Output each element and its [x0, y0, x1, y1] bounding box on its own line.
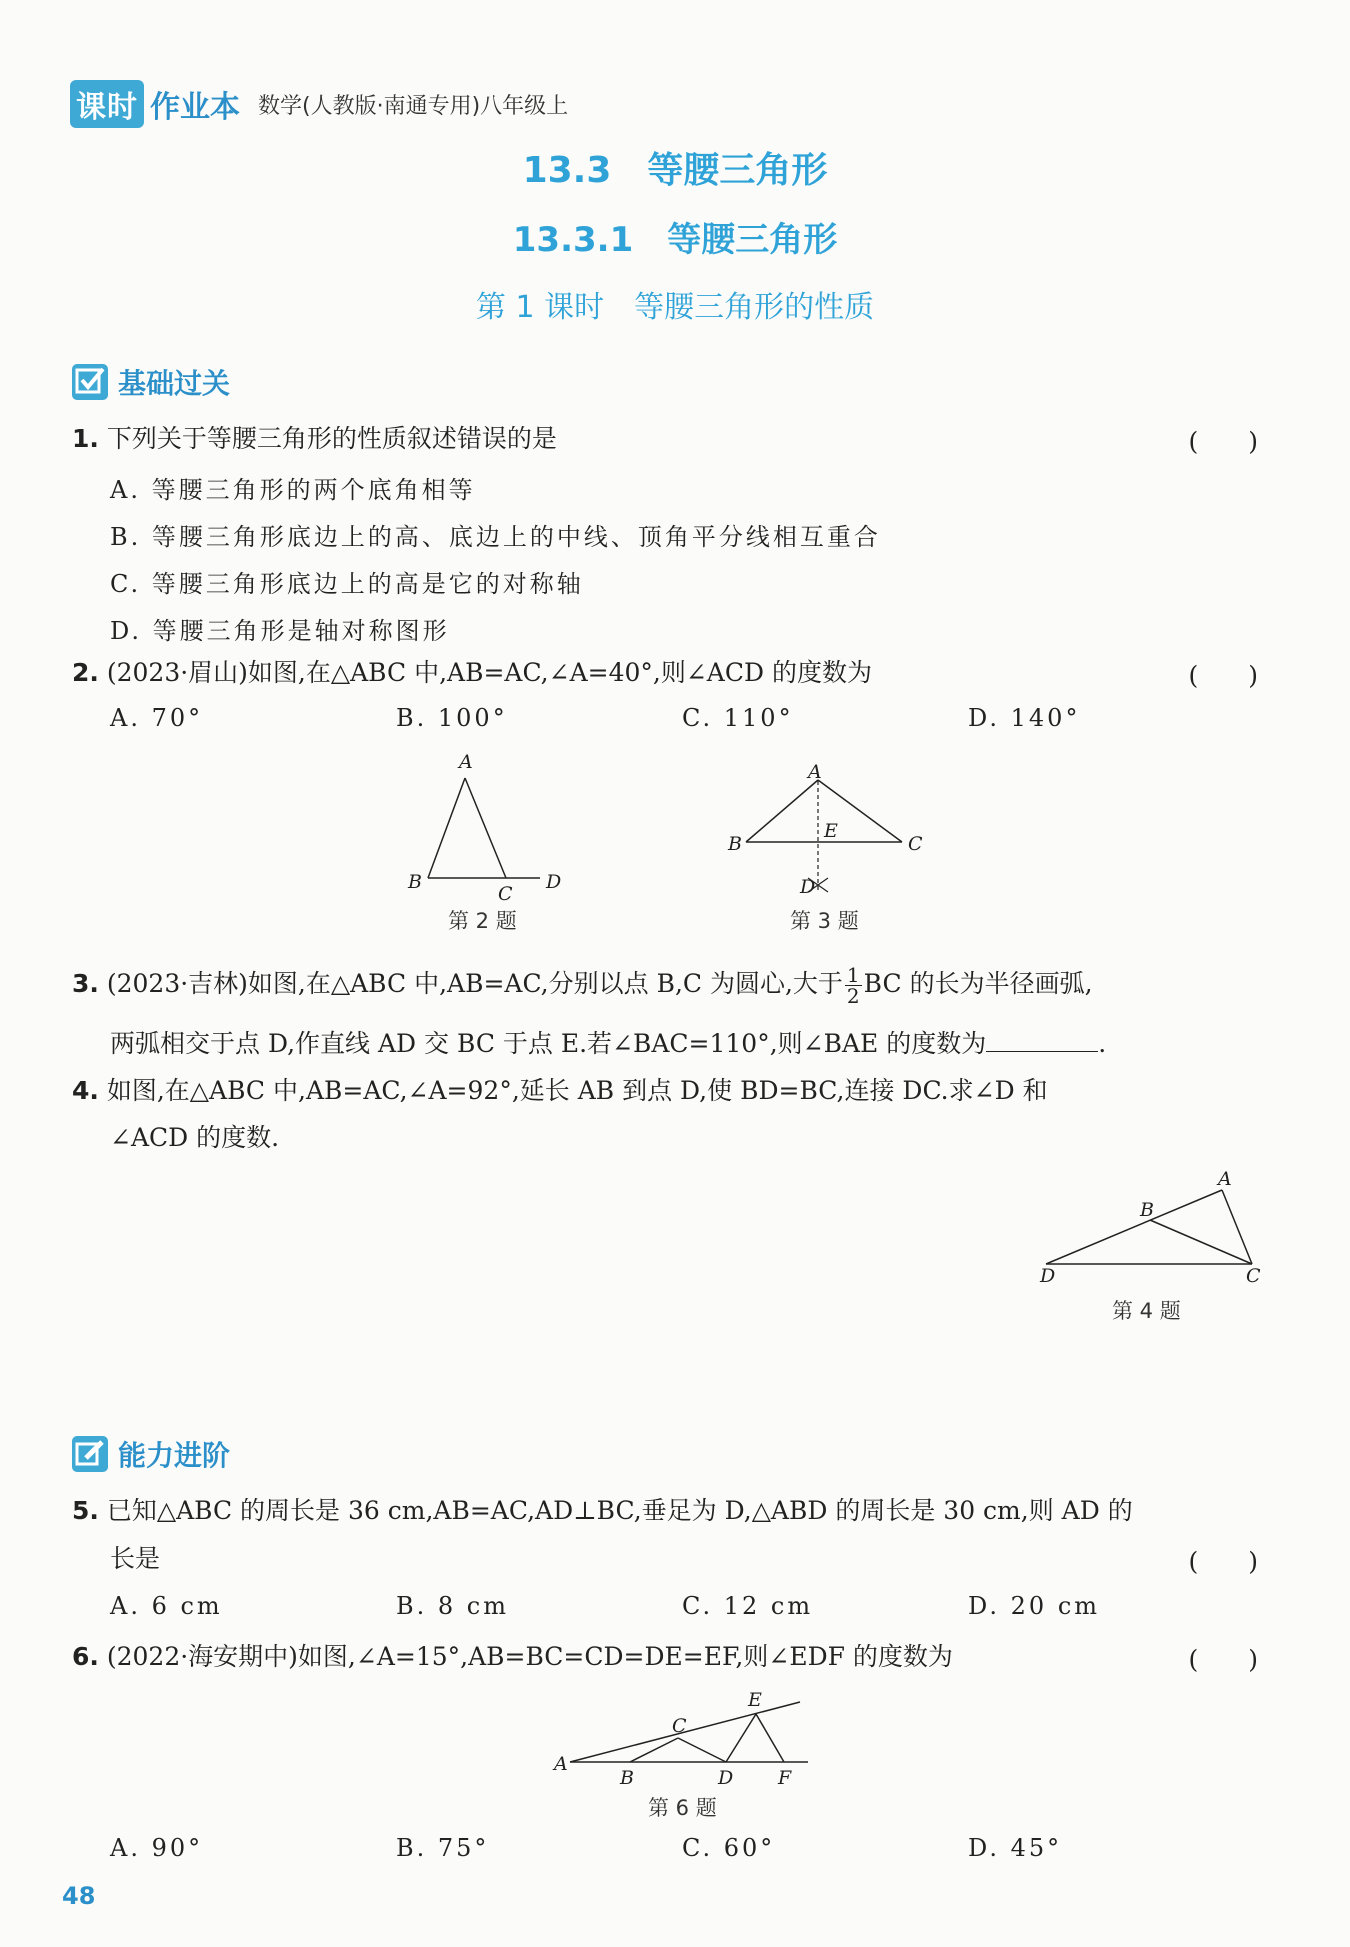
line-ad	[1046, 1190, 1222, 1264]
line-ac	[465, 778, 506, 878]
figure-q4	[1030, 1160, 1270, 1290]
label-c: C	[1246, 1265, 1261, 1287]
option-a: A. 90°	[110, 1834, 204, 1862]
label-d: D	[546, 871, 562, 893]
figure-caption: 第 6 题	[648, 1796, 717, 1820]
question-1	[72, 422, 557, 456]
answer-blank[interactable]	[986, 1029, 1098, 1052]
question-text: 下列关于等腰三角形的性质叙述错误的是	[106, 424, 557, 453]
lesson-title: 第 1 课时 等腰三角形的性质	[475, 290, 875, 325]
question-number: 6.	[72, 1642, 99, 1671]
label-a: A	[808, 761, 822, 783]
label-f: F	[778, 1767, 792, 1789]
option-d: D. 45°	[968, 1834, 1063, 1862]
question-2	[72, 656, 872, 690]
label-d: D	[1040, 1265, 1056, 1287]
answer-paren: ( )	[1188, 661, 1258, 690]
question-text: (2022·海安期中)如图,∠A=15°,AB=BC=CD=DE=EF,则∠EDF 的度数为	[106, 1642, 953, 1671]
label-c: C	[908, 833, 923, 855]
page-number: 48	[62, 1882, 96, 1910]
option-a: A. 70°	[110, 704, 204, 732]
subsection-title: 13.3.1 等腰三角形	[512, 220, 838, 260]
label-b: B	[728, 833, 742, 855]
figure-q3	[720, 760, 940, 900]
figure-caption: 第 4 题	[1112, 1299, 1181, 1323]
book-header	[70, 80, 568, 128]
question-text: 已知△ABC 的周长是 36 cm,AB=AC,AD⊥BC,垂足为 D,△ABD 的周长是 30 cm,则 AD 的	[106, 1496, 1133, 1525]
question-number: 3.	[72, 969, 99, 998]
brand-name: 作业本	[150, 90, 240, 125]
question-5-line2: 长是	[110, 1544, 161, 1573]
label-e: E	[824, 820, 838, 842]
line-ab	[428, 778, 465, 878]
question-6	[72, 1640, 953, 1674]
question-5	[72, 1494, 1133, 1528]
answer-paren: ( )	[1188, 1547, 1258, 1576]
subject-label: 数学(人教版·南通专用)八年级上	[258, 93, 569, 119]
question-text: (2023·吉林)如图,在△ABC 中,AB=AC,分别以点 B,C 为圆心,大于	[106, 969, 843, 998]
section-basic-header	[72, 362, 230, 402]
pencil-icon	[72, 1436, 108, 1472]
question-number: 5.	[72, 1496, 99, 1525]
label-b: B	[1140, 1199, 1154, 1221]
fraction-numerator: 1	[846, 963, 860, 987]
figure-caption: 第 2 题	[448, 909, 517, 933]
option-d: D. 140°	[968, 704, 1081, 732]
section-basic-label: 基础过关	[118, 367, 231, 400]
figure-caption: 第 3 题	[790, 909, 859, 933]
checkbox-icon	[72, 364, 108, 400]
section-advanced-label: 能力进阶	[118, 1439, 231, 1472]
label-b: B	[620, 1767, 634, 1789]
label-d: D	[800, 876, 816, 898]
question-text: 如图,在△ABC 中,AB=AC,∠A=92°,延长 AB 到点 D,使 BD=BC,连接 DC.求∠D 和	[106, 1076, 1048, 1105]
label-a: A	[554, 1753, 568, 1775]
label-c: C	[498, 883, 513, 905]
fraction-denominator: 2	[846, 984, 860, 1008]
label-a: A	[459, 751, 473, 773]
question-number: 1.	[72, 424, 99, 453]
figure-q2	[400, 748, 580, 908]
line-de	[726, 1714, 756, 1762]
option-b: B. 75°	[396, 1834, 490, 1862]
question-number: 2.	[72, 658, 99, 687]
section-advanced-header	[72, 1434, 230, 1474]
option-d: D. 20 cm	[968, 1592, 1101, 1620]
fraction	[845, 965, 862, 1006]
question-3	[72, 965, 1093, 1006]
option-b: B. 100°	[396, 704, 508, 732]
option-d: D. 等腰三角形是轴对称图形	[110, 617, 450, 645]
question-number: 4.	[72, 1076, 99, 1105]
line-bc	[630, 1738, 678, 1762]
question-text-cont: BC 的长为半径画弧,	[863, 969, 1093, 998]
question-4-line2: ∠ACD 的度数.	[110, 1123, 280, 1152]
option-c: C. 12 cm	[682, 1592, 814, 1620]
period: .	[1098, 1029, 1107, 1058]
option-c: C. 等腰三角形底边上的高是它的对称轴	[110, 570, 584, 598]
option-a: A. 6 cm	[110, 1592, 223, 1620]
question-text: (2023·眉山)如图,在△ABC 中,AB=AC,∠A=40°,则∠ACD 的度数为	[106, 658, 872, 687]
section-title: 13.3 等腰三角形	[522, 150, 828, 191]
label-e: E	[748, 1690, 762, 1711]
answer-paren: ( )	[1188, 1645, 1258, 1674]
brand-logo: 课时	[70, 80, 144, 128]
question-4	[72, 1074, 1048, 1108]
line-ef	[756, 1714, 784, 1762]
option-b: B. 8 cm	[396, 1592, 509, 1620]
label-b: B	[408, 871, 422, 893]
answer-paren: ( )	[1188, 427, 1258, 456]
question-text: 两弧相交于点 D,作直线 AD 交 BC 于点 E.若∠BAC=110°,则∠BAE 的度数为	[110, 1029, 987, 1058]
option-a: A. 等腰三角形的两个底角相等	[110, 476, 476, 504]
option-c: C. 110°	[682, 704, 794, 732]
option-c: C. 60°	[682, 1834, 776, 1862]
option-b: B. 等腰三角形底边上的高、底边上的中线、顶角平分线相互重合	[110, 523, 881, 551]
label-d: D	[718, 1767, 734, 1789]
label-c: C	[672, 1715, 687, 1737]
line-cd	[678, 1738, 726, 1762]
question-3-line2	[110, 1027, 1106, 1061]
line-ab	[746, 780, 818, 842]
figure-q6	[548, 1690, 818, 1790]
label-a: A	[1218, 1168, 1232, 1190]
